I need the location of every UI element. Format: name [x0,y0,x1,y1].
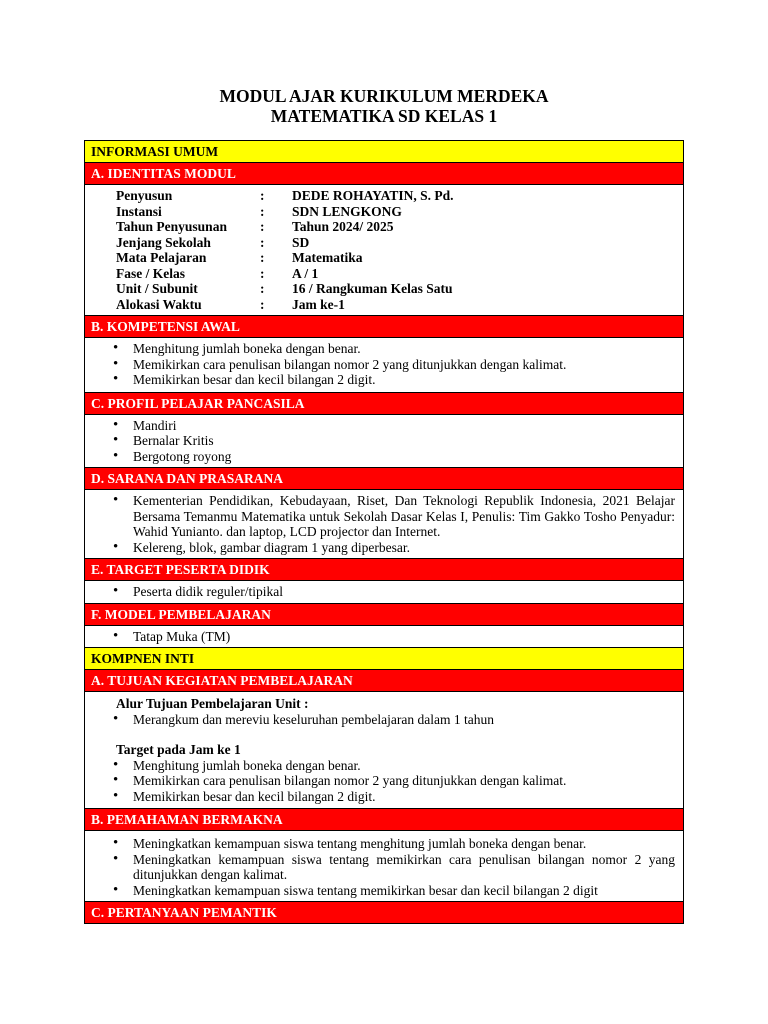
section-pertanyaan-pemantik: C. PERTANYAAN PEMANTIK [85,902,683,923]
section-target-peserta: E. TARGET PESERTA DIDIK [85,559,683,581]
section-pemahaman-bermakna: B. PEMAHAMAN BERMAKNA [85,809,683,831]
kompetensi-awal-content [85,338,683,393]
list-item: • Memikirkan besar dan kecil bilangan 2 digit. [85,789,683,805]
alur-list [85,712,683,728]
list-item: • Mandiri [85,418,683,434]
list-item: • Meningkatkan kemampuan siswa tentang menghitung jumlah boneka dengan benar. [85,836,683,852]
module-table [84,140,684,924]
sarana-content [85,490,683,559]
identitas-label: Alokasi Waktu [116,296,202,312]
section-sarana-prasarana: D. SARANA DAN PRASARANA [85,468,683,490]
list-item: • Memikirkan cara penulisan bilangan nomor 2 yang ditunjukkan dengan kalimat. [85,357,683,373]
identitas-value: 16 / Rangkuman Kelas Satu [292,281,453,296]
identitas-value: Jam ke-1 [292,296,345,312]
list-item: • Meningkatkan kemampuan siswa tentang memikirkan cara penulisan bilangan nomor 2 yang ditunjukkan dengan kalimat. [85,852,683,883]
list-item: • Merangkum dan mereviu keseluruhan pembelajaran dalam 1 tahun [85,712,683,728]
identitas-content [85,185,683,316]
identitas-row [116,297,683,313]
identitas-row [116,266,683,282]
kompetensi-awal-list [85,341,683,388]
list-item: • Tatap Muka (TM) [85,629,683,645]
identitas-colon: : [260,281,265,296]
identitas-value: Matematika [292,250,363,265]
list-item: • Kelereng, blok, gambar diagram 1 yang diperbesar. [85,540,683,556]
model-content [85,626,683,649]
target-jam-label: Target pada Jam ke 1 [116,742,241,757]
identitas-colon: : [260,250,265,265]
list-item: • Menghitung jumlah boneka dengan benar. [85,758,683,774]
section-informasi-umum: INFORMASI UMUM [85,141,683,163]
identitas-label: Instansi [116,203,162,219]
profil-list [85,418,683,465]
identitas-row [116,219,683,235]
list-item: • Kementerian Pendidikan, Kebudayaan, Riset, Dan Teknologi Republik Indonesia, 2021 Belajar Bersama Temanmu Matematika untuk Sekolah Dasar Kelas I, Penulis: Tim Gakko Tosho Penyadur: Wahid Yunianto. dan laptop, LCD projector dan Internet. [85,493,683,540]
identitas-row [116,188,683,204]
sarana-list [85,493,683,555]
identitas-value: DEDE ROHAYATIN, S. Pd. [292,188,454,203]
identitas-value: Tahun 2024/ 2025 [292,219,394,234]
section-kompetensi-awal: B. KOMPETENSI AWAL [85,316,683,338]
identitas-row [116,204,683,220]
list-item: • Menghitung jumlah boneka dengan benar. [85,341,683,357]
list-item: • Memikirkan cara penulisan bilangan nomor 2 yang ditunjukkan dengan kalimat. [85,773,683,789]
section-tujuan-kegiatan: A. TUJUAN KEGIATAN PEMBELAJARAN [85,670,683,692]
title-line-1: MODUL AJAR KURIKULUM MERDEKA [219,86,549,106]
pemahaman-list [85,836,683,898]
identitas-colon: : [260,296,265,312]
target-content [85,581,683,604]
pemahaman-content [85,831,683,902]
identitas-value: SD [292,234,310,250]
alur-label: Alur Tujuan Pembelajaran Unit : [116,696,309,711]
page-title [0,86,768,126]
identitas-row [116,235,683,251]
identitas-label: Fase / Kelas [116,265,185,281]
title-line-2: MATEMATIKA SD KELAS 1 [270,106,498,126]
list-item: • Bernalar Kritis [85,433,683,449]
list-item: • Meningkatkan kemampuan siswa tentang memikirkan besar dan kecil bilangan 2 digit [85,883,683,899]
identitas-row [116,281,683,297]
identitas-row [116,250,683,266]
target-jam-list [85,758,683,805]
identitas-colon: : [260,203,265,219]
section-identitas-modul: A. IDENTITAS MODUL [85,163,683,185]
identitas-label: Mata Pelajaran [116,250,207,265]
identitas-colon: : [260,234,265,250]
identitas-colon: : [260,265,265,281]
section-model-pembelajaran: F. MODEL PEMBELAJARAN [85,604,683,626]
list-item: • Memikirkan besar dan kecil bilangan 2 digit. [85,372,683,388]
identitas-value: SDN LENGKONG [292,203,402,219]
identitas-value: A / 1 [292,265,319,281]
tujuan-content [85,692,683,809]
list-item: • Bergotong royong [85,449,683,465]
identitas-colon: : [260,188,265,203]
profil-content [85,415,683,469]
identitas-colon: : [260,219,265,234]
list-item: • Peserta didik reguler/tipikal [85,584,683,600]
target-list [85,584,683,600]
model-list [85,629,683,645]
section-kompnen-inti: KOMPNEN INTI [85,648,683,670]
identitas-label: Unit / Subunit [116,281,198,296]
identitas-label: Penyusun [116,188,173,203]
section-profil-pelajar: C. PROFIL PELAJAR PANCASILA [85,393,683,415]
identitas-label: Tahun Penyusunan [116,219,227,234]
identitas-label: Jenjang Sekolah [116,234,211,250]
